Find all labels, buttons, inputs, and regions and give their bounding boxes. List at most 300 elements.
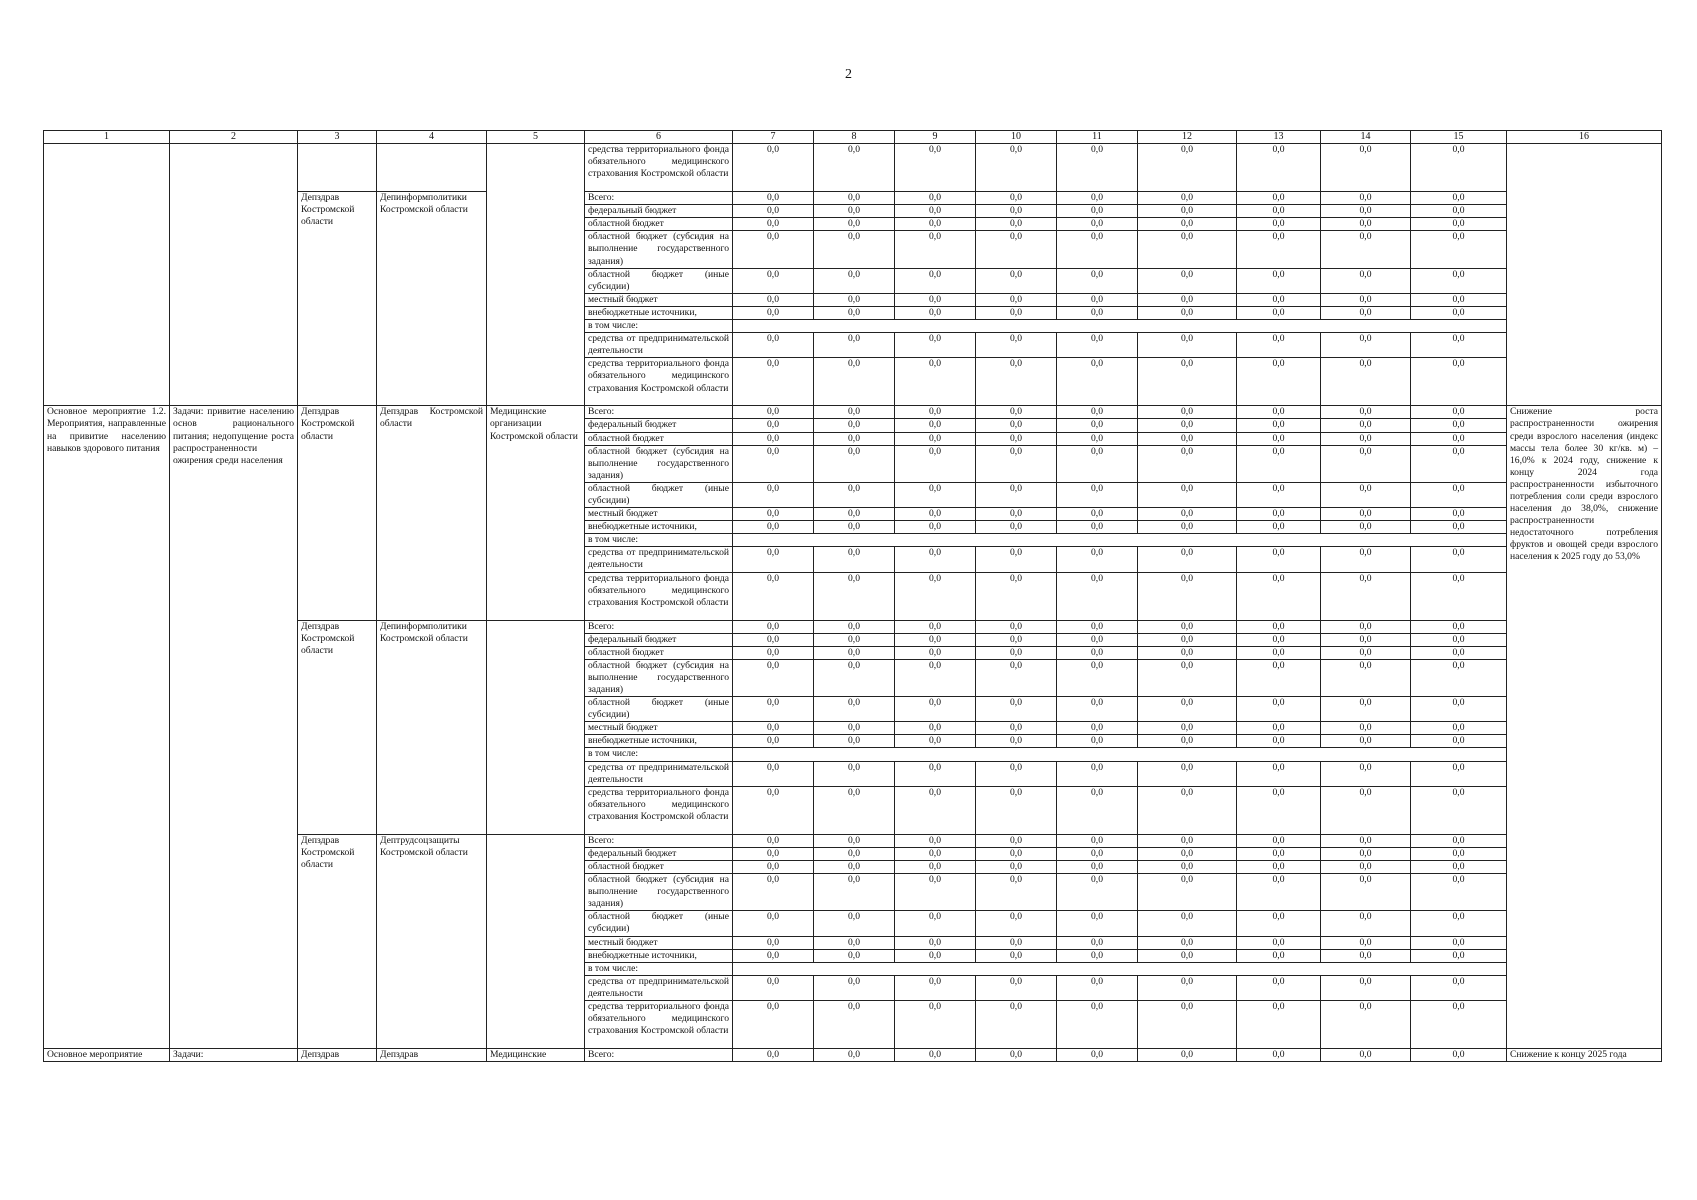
- amount-cell: 0,0: [1321, 633, 1411, 646]
- amount-cell: 0,0: [1057, 633, 1138, 646]
- amount-cell: 0,0: [976, 231, 1057, 268]
- funding-source: областной бюджет: [585, 218, 733, 231]
- amount-cell: 0,0: [1057, 949, 1138, 962]
- amount-cell: 0,0: [976, 218, 1057, 231]
- amount-cell: 0,0: [1138, 333, 1237, 358]
- amount-cell: 0,0: [895, 975, 976, 1000]
- amount-cell: 0,0: [1321, 572, 1411, 620]
- amount-cell: 0,0: [1411, 306, 1507, 319]
- amount-cell: 0,0: [1321, 874, 1411, 911]
- amount-cell: 0,0: [976, 205, 1057, 218]
- amount-cell: 0,0: [1237, 268, 1321, 293]
- amount-cell: 0,0: [976, 860, 1057, 873]
- amount-cell: 0,0: [895, 358, 976, 406]
- amount-cell: 0,0: [1138, 646, 1237, 659]
- amount-cell: 0,0: [1321, 419, 1411, 432]
- amount-cell: 0,0: [1237, 218, 1321, 231]
- amount-cell: 0,0: [1237, 834, 1321, 847]
- amount-cell: 0,0: [1237, 572, 1321, 620]
- amount-cell: 0,0: [1237, 722, 1321, 735]
- amount-cell: 0,0: [814, 936, 895, 949]
- amount-cell: 0,0: [895, 722, 976, 735]
- amount-cell: 0,0: [814, 406, 895, 419]
- amount-cell: 0,0: [1411, 205, 1507, 218]
- funding-source: Всего:: [585, 192, 733, 205]
- amount-cell: 0,0: [1321, 847, 1411, 860]
- amount-cell: 0,0: [1321, 508, 1411, 521]
- amount-cell: 0,0: [895, 936, 976, 949]
- amount-cell: 0,0: [814, 306, 895, 319]
- amount-cell: 0,0: [895, 949, 976, 962]
- amount-cell: 0,0: [1321, 521, 1411, 534]
- amount-cell: 0,0: [1057, 432, 1138, 445]
- amount-cell: 0,0: [1057, 975, 1138, 1000]
- amount-cell: 0,0: [1138, 144, 1237, 192]
- amount-cell: 0,0: [895, 633, 976, 646]
- amount-cell: 0,0: [1057, 192, 1138, 205]
- funding-source: областной бюджет: [585, 860, 733, 873]
- amount-cell: 0,0: [895, 406, 976, 419]
- amount-cell: 0,0: [814, 205, 895, 218]
- amount-cell: 0,0: [1321, 218, 1411, 231]
- amount-cell: 0,0: [976, 786, 1057, 834]
- amount-cell: 0,0: [1411, 834, 1507, 847]
- funding-source: средства территориального фонда обязательного медицинского страхования Костромской области: [585, 144, 733, 192]
- participant-cell: Дептрудсоцзащиты Костромской области: [377, 834, 487, 1048]
- amount-cell: 0,0: [1057, 697, 1138, 722]
- amount-cell: 0,0: [1237, 911, 1321, 936]
- amount-cell: 0,0: [1411, 547, 1507, 572]
- amount-cell: 0,0: [733, 419, 814, 432]
- amount-cell: 0,0: [1237, 306, 1321, 319]
- amount-cell: 0,0: [1321, 445, 1411, 482]
- amount-cell: 0,0: [733, 192, 814, 205]
- amount-cell: 0,0: [733, 445, 814, 482]
- amount-cell: 0,0: [1411, 646, 1507, 659]
- amount-cell: 0,0: [1321, 192, 1411, 205]
- amount-cell: 0,0: [814, 659, 895, 696]
- coexecutor-cell: [487, 620, 585, 834]
- amount-cell: 0,0: [976, 975, 1057, 1000]
- amount-cell: 0,0: [814, 572, 895, 620]
- amount-cell: 0,0: [733, 659, 814, 696]
- amount-cell: 0,0: [976, 847, 1057, 860]
- amount-cell: 0,0: [976, 834, 1057, 847]
- amount-cell: 0,0: [814, 620, 895, 633]
- amount-cell: 0,0: [1057, 521, 1138, 534]
- amount-cell: 0,0: [733, 874, 814, 911]
- funding-source: в том числе:: [585, 534, 733, 547]
- amount-cell: 0,0: [1138, 482, 1237, 507]
- amount-cell: 0,0: [1321, 268, 1411, 293]
- amount-cell: 0,0: [895, 620, 976, 633]
- amount-cell: 0,0: [814, 911, 895, 936]
- amount-cell: 0,0: [814, 268, 895, 293]
- amount-cell: 0,0: [733, 646, 814, 659]
- funding-source: Всего:: [585, 406, 733, 419]
- funding-source: областной бюджет (субсидия на выполнение государственного задания): [585, 874, 733, 911]
- amount-cell: 0,0: [814, 445, 895, 482]
- amount-cell: 0,0: [1138, 620, 1237, 633]
- amount-cell: 0,0: [733, 508, 814, 521]
- amount-cell: 0,0: [814, 874, 895, 911]
- participant-cell: Депинформполитики Костромской области: [377, 192, 487, 406]
- amount-cell: 0,0: [1057, 860, 1138, 873]
- amount-cell: 0,0: [1411, 620, 1507, 633]
- amount-cell: 0,0: [1411, 406, 1507, 419]
- amount-cell: 0,0: [1057, 218, 1138, 231]
- amount-cell: 0,0: [976, 659, 1057, 696]
- executor-cell: Депздрав Костромской области: [298, 834, 377, 1048]
- amount-cell: 0,0: [1138, 293, 1237, 306]
- amount-cell: 0,0: [895, 874, 976, 911]
- amount-cell: 0,0: [733, 975, 814, 1000]
- amount-cell: 0,0: [1057, 445, 1138, 482]
- header-cell: 11: [1057, 131, 1138, 144]
- amount-cell: 0,0: [1237, 620, 1321, 633]
- header-cell: 4: [377, 131, 487, 144]
- amount-cell: 0,0: [1057, 786, 1138, 834]
- amount-cell: 0,0: [1237, 521, 1321, 534]
- amount-cell: 0,0: [1138, 306, 1237, 319]
- amount-cell: 0,0: [976, 268, 1057, 293]
- amount-cell: 0,0: [1138, 218, 1237, 231]
- amount-cell: 0,0: [1321, 306, 1411, 319]
- amount-cell: 0,0: [733, 358, 814, 406]
- amount-cell: 0,0: [814, 419, 895, 432]
- amount-cell: 0,0: [1057, 293, 1138, 306]
- funding-source: областной бюджет (иные субсидии): [585, 697, 733, 722]
- amount-cell: 0,0: [733, 1000, 814, 1048]
- executor-cell: Депздрав Костромской области: [298, 406, 377, 620]
- amount-cell: 0,0: [1237, 786, 1321, 834]
- amount-cell: 0,0: [1237, 293, 1321, 306]
- funding-source: в том числе:: [585, 320, 733, 333]
- funding-source: областной бюджет (иные субсидии): [585, 268, 733, 293]
- amount-cell: 0,0: [1411, 445, 1507, 482]
- header-cell: 1: [44, 131, 170, 144]
- page-number: 2: [845, 67, 852, 82]
- amount-cell: 0,0: [1321, 432, 1411, 445]
- amount-cell: 0,0: [976, 572, 1057, 620]
- amount-cell: 0,0: [976, 293, 1057, 306]
- amount-cell: 0,0: [1237, 231, 1321, 268]
- funding-source: федеральный бюджет: [585, 419, 733, 432]
- last-row-source: Всего:: [585, 1048, 733, 1061]
- coexecutor-cell: [487, 834, 585, 1048]
- amount-cell: 0,0: [976, 911, 1057, 936]
- amount-cell: 0,0: [733, 293, 814, 306]
- amount-cell: 0,0: [895, 786, 976, 834]
- amount-cell: 0,0: [1411, 482, 1507, 507]
- amount-cell: 0,0: [1411, 192, 1507, 205]
- amount-cell: 0,0: [733, 633, 814, 646]
- amount-cell: 0,0: [1057, 761, 1138, 786]
- amount-cell: 0,0: [1138, 192, 1237, 205]
- last-row-result: Снижение к концу 2025 года: [1507, 1048, 1662, 1061]
- amount-cell: 0,0: [1321, 293, 1411, 306]
- funding-source: федеральный бюджет: [585, 633, 733, 646]
- amount-cell: 0,0: [1237, 633, 1321, 646]
- amount-cell: 0,0: [1138, 205, 1237, 218]
- amount-cell: 0,0: [814, 786, 895, 834]
- amount-cell: 0,0: [1057, 144, 1138, 192]
- amount-cell: 0,0: [814, 761, 895, 786]
- funding-source: средства от предпринимательской деятельности: [585, 547, 733, 572]
- amount-cell: 0,0: [1411, 432, 1507, 445]
- funding-source: областной бюджет: [585, 432, 733, 445]
- amount-cell: 0,0: [1057, 358, 1138, 406]
- funding-source: внебюджетные источники,: [585, 306, 733, 319]
- header-cell: 8: [814, 131, 895, 144]
- amount-cell: 0,0: [895, 144, 976, 192]
- last-row-coexecutor: Медицинские: [487, 1048, 585, 1061]
- amount-cell: 0,0: [1138, 834, 1237, 847]
- amount-cell: 0,0: [1237, 432, 1321, 445]
- header-cell: 6: [585, 131, 733, 144]
- amount-cell: 0,0: [733, 936, 814, 949]
- amount-cell: 0,0: [1138, 936, 1237, 949]
- amount-cell: 0,0: [1138, 975, 1237, 1000]
- empty-cell: [733, 320, 1507, 333]
- amount-cell: 0,0: [1411, 419, 1507, 432]
- amount-cell: 0,0: [733, 231, 814, 268]
- amount-cell: 0,0: [814, 1000, 895, 1048]
- amount-cell: 0,0: [1237, 445, 1321, 482]
- amount-cell: 0,0: [1321, 911, 1411, 936]
- amount-cell: 0,0: [976, 432, 1057, 445]
- amount-cell: 0,0: [976, 735, 1057, 748]
- amount-cell: 0,0: [1138, 445, 1237, 482]
- funding-source: внебюджетные источники,: [585, 521, 733, 534]
- amount-cell: 0,0: [1237, 547, 1321, 572]
- amount-cell: 0,0: [1138, 572, 1237, 620]
- header-cell: 10: [976, 131, 1057, 144]
- amount-cell: 0,0: [895, 1000, 976, 1048]
- amount-cell: 0,0: [733, 735, 814, 748]
- amount-cell: 0,0: [976, 874, 1057, 911]
- result-cell: [1507, 144, 1662, 406]
- amount-cell: 0,0: [895, 445, 976, 482]
- amount-cell: 0,0: [1057, 406, 1138, 419]
- amount-cell: 0,0: [1057, 722, 1138, 735]
- amount-cell: 0,0: [1411, 936, 1507, 949]
- amount-cell: 0,0: [733, 144, 814, 192]
- amount-cell: 0,0: [1321, 358, 1411, 406]
- funding-source: средства территориального фонда обязательного медицинского страхования Костромской области: [585, 1000, 733, 1048]
- header-cell: 15: [1411, 131, 1507, 144]
- funding-source: областной бюджет (субсидия на выполнение государственного задания): [585, 231, 733, 268]
- last-row-participant: Депздрав: [377, 1048, 487, 1061]
- amount-cell: 0,0: [1321, 646, 1411, 659]
- amount-cell: 0,0: [1237, 406, 1321, 419]
- empty-cell: [733, 534, 1507, 547]
- amount-cell: 0,0: [895, 268, 976, 293]
- executor-cell: [298, 144, 377, 192]
- amount-cell: 0,0: [895, 508, 976, 521]
- executor-cell: Депздрав Костромской области: [298, 620, 377, 834]
- amount-cell: 0,0: [1411, 761, 1507, 786]
- amount-cell: 0,0: [1057, 333, 1138, 358]
- amount-cell: 0,0: [733, 860, 814, 873]
- amount-cell: 0,0: [895, 659, 976, 696]
- amount-cell: 0,0: [1057, 1048, 1138, 1061]
- amount-cell: 0,0: [1411, 975, 1507, 1000]
- amount-cell: 0,0: [733, 205, 814, 218]
- amount-cell: 0,0: [1321, 834, 1411, 847]
- amount-cell: 0,0: [976, 1000, 1057, 1048]
- amount-cell: 0,0: [1138, 722, 1237, 735]
- amount-cell: 0,0: [895, 1048, 976, 1061]
- amount-cell: 0,0: [814, 735, 895, 748]
- amount-cell: 0,0: [1138, 419, 1237, 432]
- header-cell: 13: [1237, 131, 1321, 144]
- amount-cell: 0,0: [1138, 847, 1237, 860]
- amount-cell: 0,0: [1411, 697, 1507, 722]
- funding-source: Всего:: [585, 620, 733, 633]
- amount-cell: 0,0: [1321, 205, 1411, 218]
- amount-cell: 0,0: [733, 432, 814, 445]
- amount-cell: 0,0: [895, 293, 976, 306]
- amount-cell: 0,0: [895, 432, 976, 445]
- amount-cell: 0,0: [1237, 419, 1321, 432]
- amount-cell: 0,0: [1411, 1048, 1507, 1061]
- amount-cell: 0,0: [1237, 482, 1321, 507]
- amount-cell: 0,0: [814, 834, 895, 847]
- amount-cell: 0,0: [1321, 860, 1411, 873]
- task-cell: [170, 144, 298, 406]
- amount-cell: 0,0: [1138, 949, 1237, 962]
- amount-cell: 0,0: [1237, 761, 1321, 786]
- amount-cell: 0,0: [814, 218, 895, 231]
- amount-cell: 0,0: [1321, 1000, 1411, 1048]
- amount-cell: 0,0: [1138, 761, 1237, 786]
- amount-cell: 0,0: [814, 333, 895, 358]
- table-row: [44, 144, 1662, 192]
- amount-cell: 0,0: [733, 847, 814, 860]
- amount-cell: 0,0: [1411, 1000, 1507, 1048]
- amount-cell: 0,0: [1321, 144, 1411, 192]
- amount-cell: 0,0: [1138, 874, 1237, 911]
- amount-cell: 0,0: [814, 482, 895, 507]
- amount-cell: 0,0: [733, 1048, 814, 1061]
- funding-source: областной бюджет (субсидия на выполнение государственного задания): [585, 659, 733, 696]
- amount-cell: 0,0: [1411, 508, 1507, 521]
- amount-cell: 0,0: [1237, 860, 1321, 873]
- funding-source: внебюджетные источники,: [585, 735, 733, 748]
- last-row-name: Основное мероприятие: [44, 1048, 170, 1061]
- header-row: [44, 131, 1662, 144]
- amount-cell: 0,0: [895, 847, 976, 860]
- amount-cell: 0,0: [895, 646, 976, 659]
- funding-source: в том числе:: [585, 748, 733, 761]
- table-row: [44, 1048, 1662, 1061]
- amount-cell: 0,0: [1411, 521, 1507, 534]
- budget-table: [43, 130, 1662, 1062]
- amount-cell: 0,0: [1237, 949, 1321, 962]
- amount-cell: 0,0: [814, 646, 895, 659]
- amount-cell: 0,0: [976, 936, 1057, 949]
- amount-cell: 0,0: [895, 911, 976, 936]
- funding-source: местный бюджет: [585, 293, 733, 306]
- amount-cell: 0,0: [814, 975, 895, 1000]
- amount-cell: 0,0: [1138, 1048, 1237, 1061]
- amount-cell: 0,0: [1237, 975, 1321, 1000]
- amount-cell: 0,0: [976, 761, 1057, 786]
- amount-cell: 0,0: [814, 860, 895, 873]
- amount-cell: 0,0: [1138, 911, 1237, 936]
- amount-cell: 0,0: [1057, 1000, 1138, 1048]
- amount-cell: 0,0: [976, 333, 1057, 358]
- amount-cell: 0,0: [895, 572, 976, 620]
- amount-cell: 0,0: [733, 911, 814, 936]
- funding-source: федеральный бюджет: [585, 205, 733, 218]
- amount-cell: 0,0: [814, 633, 895, 646]
- event-name-cell: [44, 144, 170, 406]
- amount-cell: 0,0: [1057, 620, 1138, 633]
- header-cell: 2: [170, 131, 298, 144]
- amount-cell: 0,0: [1057, 482, 1138, 507]
- amount-cell: 0,0: [733, 406, 814, 419]
- amount-cell: 0,0: [976, 445, 1057, 482]
- funding-source: местный бюджет: [585, 722, 733, 735]
- amount-cell: 0,0: [895, 218, 976, 231]
- amount-cell: 0,0: [814, 847, 895, 860]
- amount-cell: 0,0: [1057, 735, 1138, 748]
- amount-cell: 0,0: [976, 521, 1057, 534]
- last-row-executor: Депздрав: [298, 1048, 377, 1061]
- amount-cell: 0,0: [895, 735, 976, 748]
- participant-cell: Депинформполитики Костромской области: [377, 620, 487, 834]
- amount-cell: 0,0: [895, 761, 976, 786]
- amount-cell: 0,0: [814, 192, 895, 205]
- amount-cell: 0,0: [1321, 1048, 1411, 1061]
- amount-cell: 0,0: [1057, 936, 1138, 949]
- amount-cell: 0,0: [1411, 572, 1507, 620]
- amount-cell: 0,0: [814, 293, 895, 306]
- amount-cell: 0,0: [976, 633, 1057, 646]
- header-cell: 7: [733, 131, 814, 144]
- amount-cell: 0,0: [1057, 572, 1138, 620]
- amount-cell: 0,0: [1237, 1048, 1321, 1061]
- amount-cell: 0,0: [895, 192, 976, 205]
- amount-cell: 0,0: [976, 949, 1057, 962]
- amount-cell: 0,0: [814, 697, 895, 722]
- participant-cell: [377, 144, 487, 192]
- amount-cell: 0,0: [976, 406, 1057, 419]
- amount-cell: 0,0: [733, 572, 814, 620]
- amount-cell: 0,0: [976, 306, 1057, 319]
- coexecutor-cell: Медицинские организации Костромской области: [487, 406, 585, 620]
- amount-cell: 0,0: [1237, 874, 1321, 911]
- amount-cell: 0,0: [1138, 358, 1237, 406]
- amount-cell: 0,0: [1321, 620, 1411, 633]
- funding-source: средства территориального фонда обязательного медицинского страхования Костромской области: [585, 572, 733, 620]
- amount-cell: 0,0: [1321, 722, 1411, 735]
- table-row: [44, 406, 1662, 419]
- amount-cell: 0,0: [814, 432, 895, 445]
- amount-cell: 0,0: [1057, 874, 1138, 911]
- funding-source: областной бюджет (иные субсидии): [585, 911, 733, 936]
- amount-cell: 0,0: [733, 268, 814, 293]
- amount-cell: 0,0: [895, 860, 976, 873]
- header-cell: 14: [1321, 131, 1411, 144]
- amount-cell: 0,0: [1237, 659, 1321, 696]
- executor-cell: Депздрав Костромской области: [298, 192, 377, 406]
- amount-cell: 0,0: [1057, 419, 1138, 432]
- empty-cell: [733, 962, 1507, 975]
- amount-cell: 0,0: [1057, 659, 1138, 696]
